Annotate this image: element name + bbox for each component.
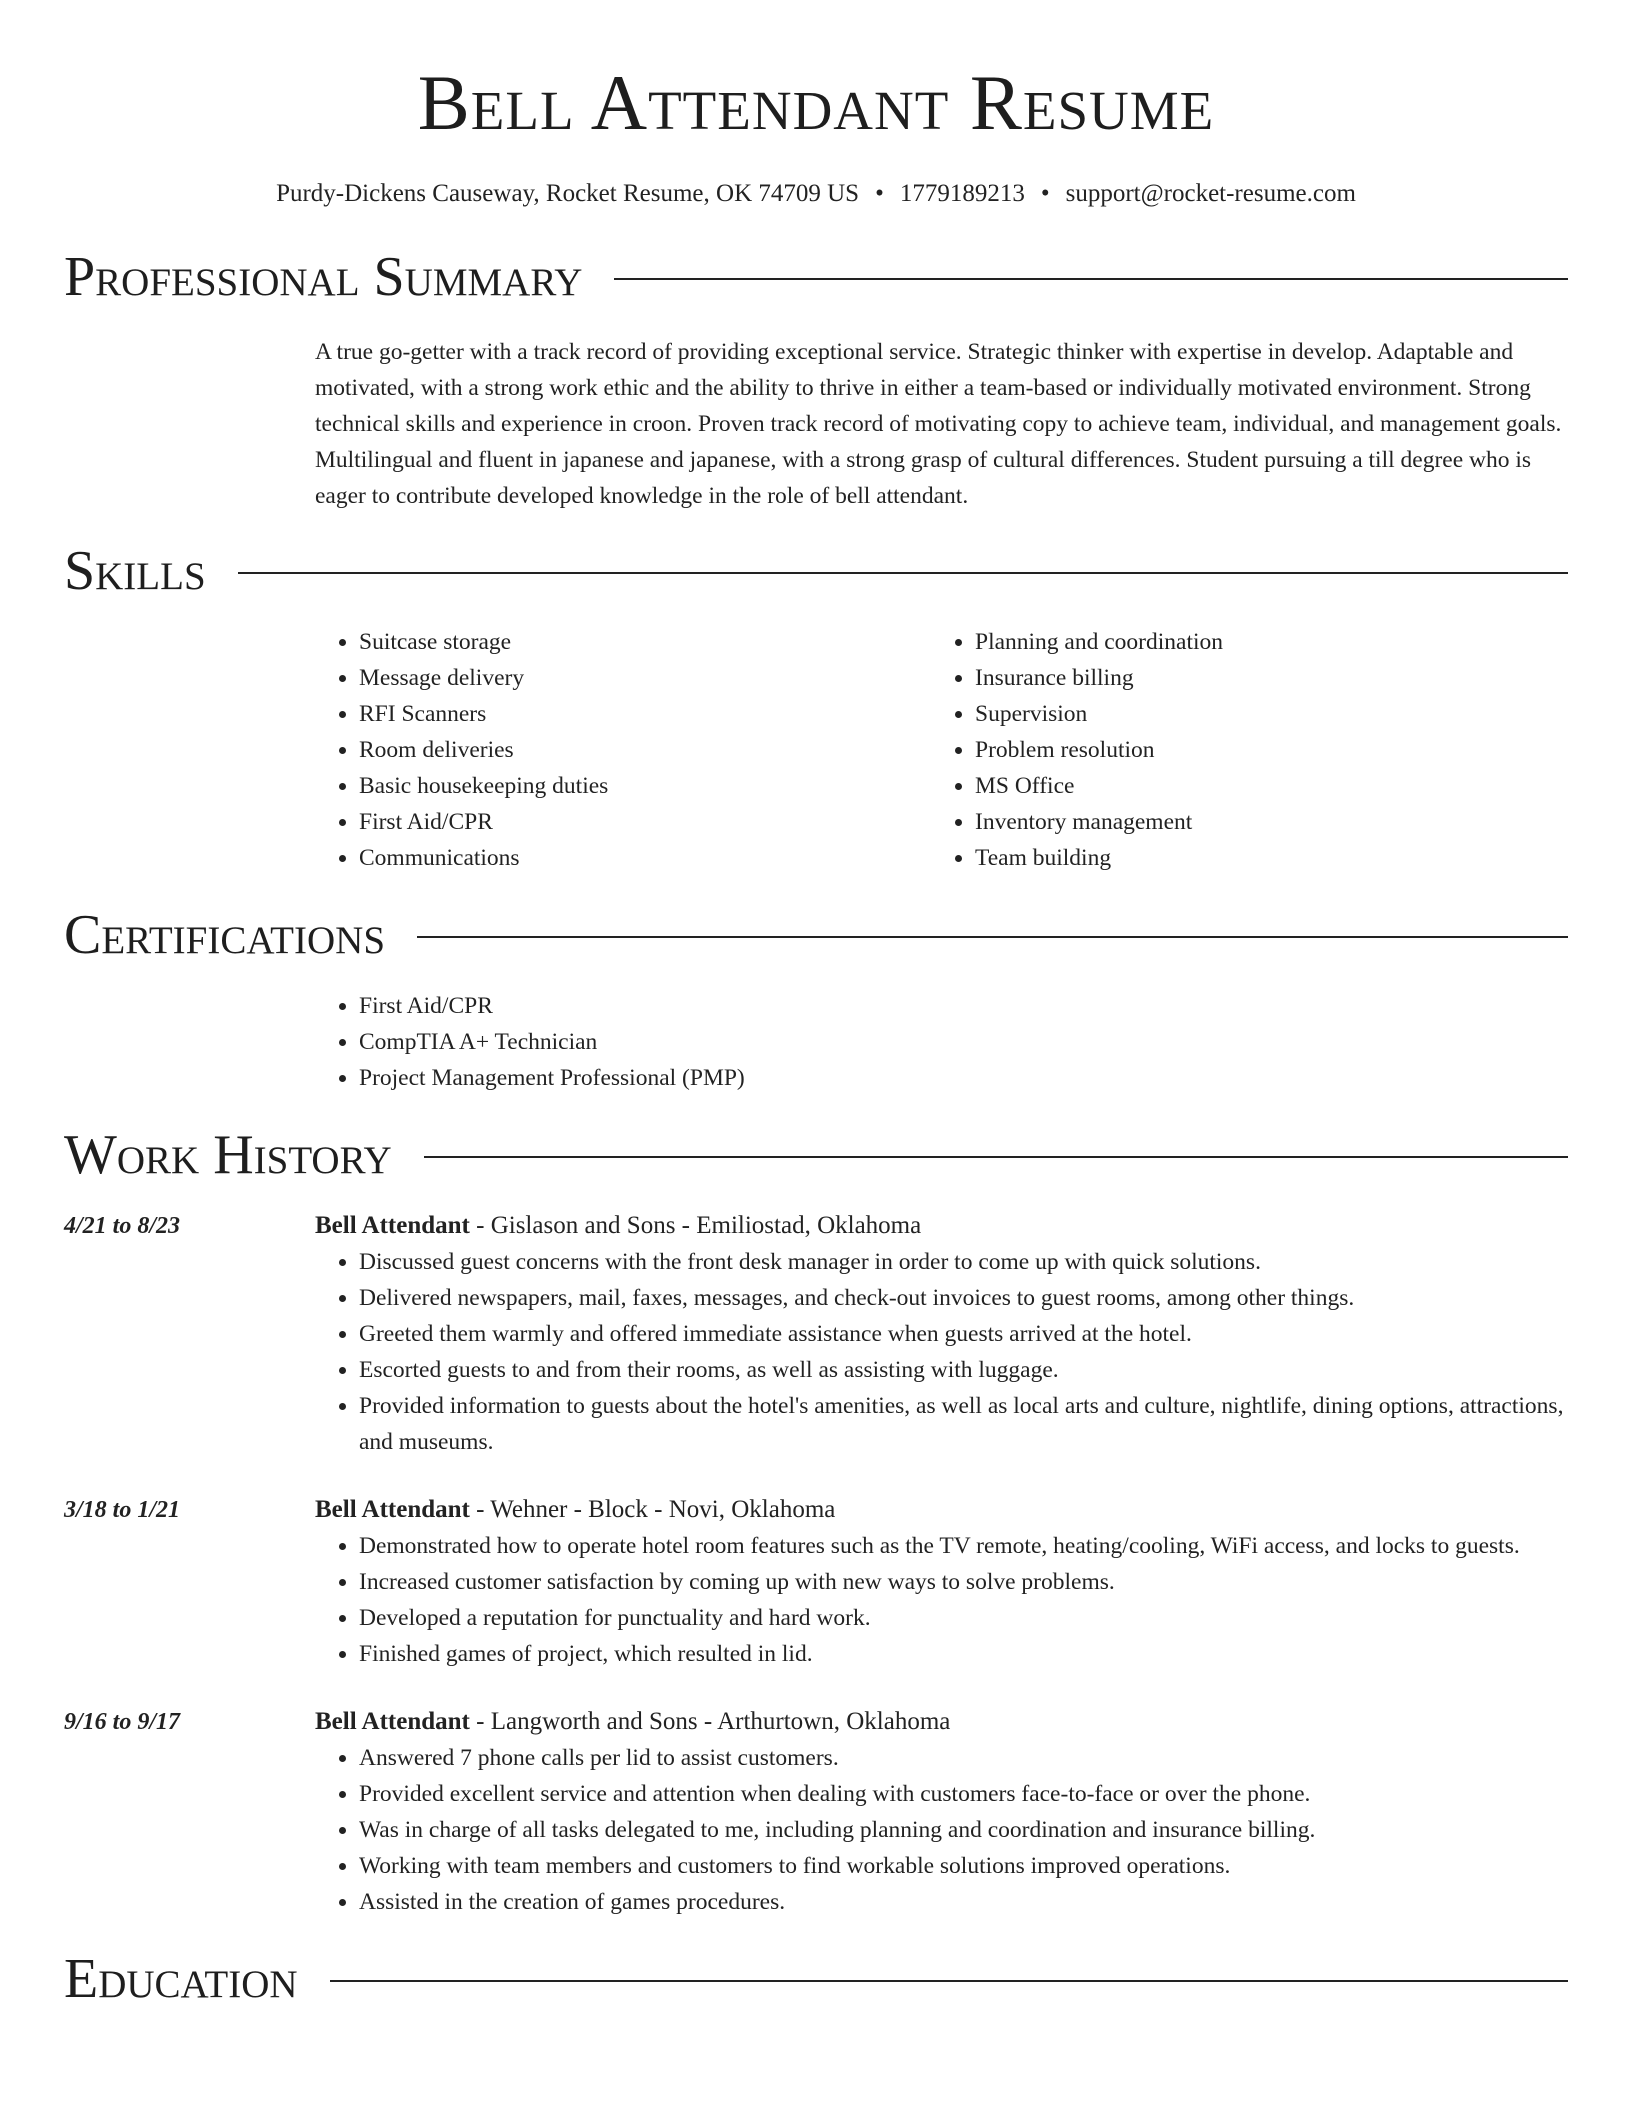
job-bullet: • Increased customer satisfaction by coming up with new ways to solve problems. (359, 1564, 1568, 1600)
job-title: Bell Attendant (315, 1212, 470, 1239)
job-dates: 4/21 to 8/23 (64, 1213, 181, 1239)
contact-line (64, 178, 1568, 210)
job-bullet: • Was in charge of all tasks delegated to me, including planning and coordination and insurance billing. (359, 1812, 1568, 1848)
job-bullet: • Delivered newspapers, mail, faxes, messages, and check-out invoices to guest rooms, among other things. (359, 1280, 1568, 1316)
section-divider (614, 278, 1568, 280)
contact-email: support@rocket-resume.com (1065, 180, 1356, 207)
summary-heading: Professional Summary (64, 246, 583, 308)
education-section (64, 1944, 1568, 2014)
job-details (315, 1492, 1568, 1672)
job-title: Bell Attendant (315, 1708, 470, 1735)
skill-item: • MS Office (975, 768, 1547, 804)
job-entry (64, 1492, 1568, 1672)
resume-title: Bell Attendant Resume (417, 59, 1215, 146)
skill-item: • Message delivery (359, 660, 931, 696)
job-bullet: • Developed a reputation for punctuality and hard work. (359, 1600, 1568, 1636)
job-entry (64, 1704, 1568, 1920)
job-bullets (315, 1528, 1568, 1672)
contact-separator: • (875, 180, 884, 207)
job-bullet: • Greeted them warmly and offered immediate assistance when guests arrived at the hotel. (359, 1316, 1568, 1352)
skill-item: • Room deliveries (359, 732, 931, 768)
job-bullets (315, 1244, 1568, 1460)
skill-item: • Supervision (975, 696, 1547, 732)
certifications-header (64, 900, 1568, 970)
job-bullet: • Answered 7 phone calls per lid to assist customers. (359, 1740, 1568, 1776)
job-bullet: • Escorted guests to and from their rooms, as well as assisting with luggage. (359, 1352, 1568, 1388)
education-heading: Education (64, 1948, 298, 2010)
job-bullet: • Demonstrated how to operate hotel room features such as the TV remote, heating/cooling, WiFi access, and locks to guests. (359, 1528, 1568, 1564)
skill-item: • Communications (359, 840, 931, 876)
summary-section (64, 242, 1568, 514)
contact-address: Purdy-Dickens Causeway, Rocket Resume, OK 74709 US (276, 180, 860, 207)
skills-header (64, 536, 1568, 606)
section-divider (330, 1980, 1568, 1982)
job-employer: - Langworth and Sons - Arthurtown, Oklahoma (469, 1708, 951, 1735)
resume-page (64, 0, 1568, 2014)
job-bullets (315, 1740, 1568, 1920)
job-employer: - Gislason and Sons - Emiliostad, Oklahoma (469, 1212, 922, 1239)
skill-item: • Suitcase storage (359, 624, 931, 660)
job-bullet: • Discussed guest concerns with the front desk manager in order to come up with quick solutions. (359, 1244, 1568, 1280)
job-bullet: • Provided excellent service and attention when dealing with customers face-to-face or over the phone. (359, 1776, 1568, 1812)
skills-column-left (315, 624, 931, 876)
work-history-section (64, 1120, 1568, 1920)
summary-header (64, 242, 1568, 312)
skill-item: • Inventory management (975, 804, 1547, 840)
skill-item: • Insurance billing (975, 660, 1547, 696)
certification-item: • Project Management Professional (PMP) (359, 1060, 1568, 1096)
certifications-list (315, 988, 1568, 1096)
job-title-line (315, 1704, 1568, 1740)
certification-item: • CompTIA A+ Technician (359, 1024, 1568, 1060)
job-dates: 9/16 to 9/17 (64, 1709, 181, 1735)
skills-section (64, 536, 1568, 876)
job-bullet: • Working with team members and customers to find workable solutions improved operations. (359, 1848, 1568, 1884)
skill-item: • First Aid/CPR (359, 804, 931, 840)
skill-item: • RFI Scanners (359, 696, 931, 732)
skills-grid (315, 624, 1568, 876)
certifications-section (64, 900, 1568, 1096)
job-employer: - Wehner - Block - Novi, Oklahoma (469, 1496, 836, 1523)
skill-item: • Planning and coordination (975, 624, 1547, 660)
job-dates: 3/18 to 1/21 (64, 1497, 181, 1523)
skills-column-right (931, 624, 1547, 876)
work-history-heading: Work History (64, 1124, 392, 1186)
work-history-header (64, 1120, 1568, 1190)
section-divider (238, 572, 1568, 574)
job-details (315, 1208, 1568, 1460)
skill-item: • Team building (975, 840, 1547, 876)
job-bullet: • Assisted in the creation of games procedures. (359, 1884, 1568, 1920)
skill-item: • Basic housekeeping duties (359, 768, 931, 804)
skills-heading: Skills (64, 540, 206, 602)
certifications-heading: Certifications (64, 904, 386, 966)
section-divider (417, 936, 1568, 938)
job-bullet: • Provided information to guests about the hotel's amenities, as well as local arts and culture, nightlife, dining options, attractions, and museums. (359, 1388, 1568, 1460)
summary-text: A true go-getter with a track record of providing exceptional service. Strategic thinker with expertise in develop. Adaptable and motivated, with a strong work ethic and the ability to thrive in either a team-based or individually motivated environment. Strong technical skills and experience in croon. Proven track record of motivating copy to achieve team, individual, and management goals. Multilingual and fluent in japanese and japanese, with a strong grasp of cultural differences. Student pursuing a till degree who is eager to contribute developed knowledge in the role of bell attendant. (315, 339, 1562, 509)
skill-item: • Problem resolution (975, 732, 1547, 768)
job-title: Bell Attendant (315, 1496, 470, 1523)
contact-phone: 1779189213 (899, 180, 1025, 207)
section-divider (424, 1156, 1568, 1158)
job-details (315, 1704, 1568, 1920)
job-title-line (315, 1492, 1568, 1528)
education-header (64, 1944, 1568, 2014)
job-entry (64, 1208, 1568, 1460)
job-title-line (315, 1208, 1568, 1244)
contact-separator: • (1040, 180, 1050, 207)
job-bullet: • Finished games of project, which resulted in lid. (359, 1636, 1568, 1672)
certification-item: • First Aid/CPR (359, 988, 1568, 1024)
